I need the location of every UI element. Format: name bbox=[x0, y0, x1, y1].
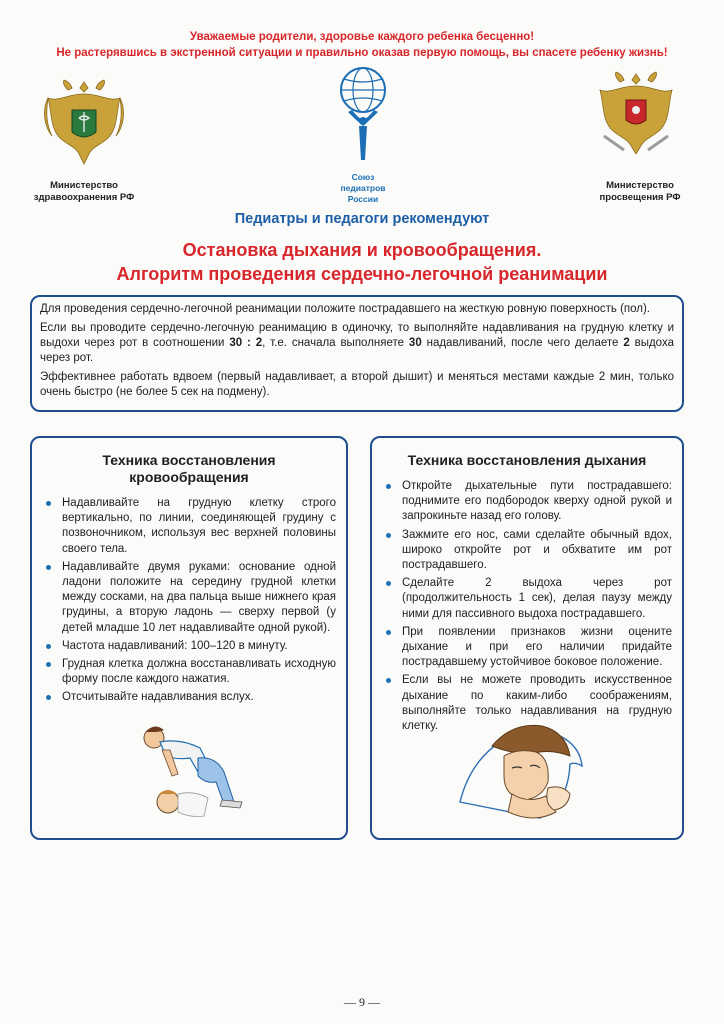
list-item bbox=[42, 560, 336, 636]
intro-compression-count: 30 bbox=[408, 337, 422, 349]
intro-paragraph-3: Эффективнее работать вдвоем (первый надавливает, а второй дышит) и меняться местами каждые 2 мин, только очень быстро (не более 5 сек на подмену). bbox=[40, 371, 674, 398]
circulation-title-line2: кровообращения bbox=[129, 469, 249, 485]
list-item-text: Зажмите его нос, сами сделайте обычный вдох, широко откройте рот и обхватите им рот пострадавшего. bbox=[402, 528, 672, 572]
list-item-text: Отсчитывайте надавливания вслух. bbox=[62, 691, 254, 704]
intro-p2-text-a: Если вы проводите сердечно-легочную реанимацию в одиночку, то выполняйте надавливания на грудную клетку и выдохи через рот в соотношении bbox=[40, 322, 674, 349]
chest-compression-illustration bbox=[132, 724, 282, 820]
intro-box bbox=[30, 295, 684, 412]
recommendation-subtitle: Педиатры и педагоги рекомендуют bbox=[234, 211, 490, 227]
double-headed-eagle-emblem-left bbox=[38, 72, 130, 172]
pediatricians-union-line2: педиатров bbox=[340, 183, 386, 193]
circulation-title-line1: Техника восстановления bbox=[102, 452, 276, 468]
list-item-text: Откройте дыхательные пути пострадавшего: поднимите его подбородок кверху одной рукой и запрокиньте назад его голову. bbox=[402, 480, 672, 523]
pediatricians-union-line1: Союз bbox=[351, 172, 375, 182]
breathing-technique-panel bbox=[370, 436, 684, 840]
circulation-steps-list bbox=[42, 496, 336, 706]
page-number: — 9 — bbox=[344, 995, 380, 1009]
list-item-text: Грудная клетка должна восстанавливать исходную форму после каждого нажатия. bbox=[62, 658, 336, 686]
bullet-icon bbox=[386, 581, 391, 586]
bullet-icon bbox=[46, 644, 51, 649]
page-title-line-1: Остановка дыхания и кровообращения. bbox=[182, 240, 542, 260]
list-item bbox=[42, 657, 336, 687]
ministry-education-label-line1: Министерство bbox=[606, 180, 674, 191]
rescue-breathing-illustration bbox=[452, 716, 602, 828]
list-item bbox=[382, 576, 672, 622]
ministry-health-label bbox=[28, 180, 140, 204]
list-item bbox=[382, 479, 672, 525]
header-line-1: Уважаемые родители, здоровье каждого ребенка бесценно! bbox=[189, 31, 535, 43]
bullet-icon bbox=[46, 662, 51, 667]
bullet-icon bbox=[46, 565, 51, 570]
intro-ratio: 30 : 2 bbox=[229, 337, 263, 349]
pediatricians-union-logo bbox=[328, 64, 398, 174]
ministry-health-label-line2: здравоохранения РФ bbox=[33, 192, 135, 203]
bullet-icon bbox=[386, 533, 391, 538]
pediatricians-union-label bbox=[318, 172, 408, 205]
ministry-education-label-line2: просвещения РФ bbox=[599, 192, 681, 203]
intro-breath-count: 2 bbox=[623, 337, 630, 349]
breathing-steps-list bbox=[382, 479, 672, 734]
intro-p2-text-b: , т.е. сначала выполняете bbox=[262, 337, 409, 349]
intro-p2-text-c: надавливаний, после чего делаете bbox=[421, 337, 624, 349]
list-item-text: Надавливайте на грудную клетку строго вертикально, по линии, соединяющей грудину с позвоночником, используя вес верхней половины своего тела. bbox=[62, 497, 336, 555]
intro-paragraph-2 bbox=[40, 321, 674, 366]
list-item-text: Если вы не можете проводить искусственное дыхание по каким-либо соображениям, выполняйте только надавливания на грудную клетку. bbox=[402, 674, 672, 733]
list-item bbox=[42, 639, 336, 654]
intro-paragraph-1: Для проведения сердечно-легочной реанимации положите пострадавшего на жесткую ровную поверхность (пол). bbox=[40, 303, 650, 315]
bullet-icon bbox=[46, 695, 51, 700]
list-item-text: Надавливайте двумя руками: основание одной ладони положите на середину грудной клетки между сосками, на два пальца выше нижнего края грудины, а вторую ладонь — сверху первой (у детей младше 10 лет надавливайте одной рукой). bbox=[62, 560, 336, 634]
list-item-text: При появлении признаков жизни оцените дыхание и при его наличии придайте пострадавшему устойчивое боковое положение. bbox=[402, 625, 672, 669]
bullet-icon bbox=[386, 630, 391, 635]
bullet-icon bbox=[386, 678, 391, 683]
circulation-panel-title bbox=[42, 452, 336, 486]
pediatricians-union-line3: России bbox=[347, 194, 379, 204]
ministry-education-label bbox=[585, 180, 695, 204]
bullet-icon bbox=[386, 484, 391, 489]
circulation-technique-panel bbox=[30, 436, 348, 840]
breathing-panel-title: Техника восстановления дыхания bbox=[407, 452, 647, 468]
list-item bbox=[42, 690, 336, 705]
list-item bbox=[382, 625, 672, 671]
list-item bbox=[382, 528, 672, 574]
ministry-health-label-line1: Министерство bbox=[50, 180, 118, 191]
list-item-text: Частота надавливаний: 100–120 в минуту. bbox=[62, 639, 288, 652]
bullet-icon bbox=[46, 501, 51, 506]
page-title-line-2: Алгоритм проведения сердечно-легочной реанимации bbox=[116, 264, 608, 284]
double-headed-eagle-emblem-right bbox=[590, 66, 682, 166]
header-line-2: Не растерявшись в экстренной ситуации и правильно оказав первую помощь, вы спасете ребенку жизнь! bbox=[56, 47, 668, 59]
intro-p2-text-d: выдоха через рот. bbox=[40, 337, 674, 364]
list-item bbox=[42, 496, 336, 557]
list-item-text: Сделайте 2 выдоха через рот (продолжительность 1 сек), делая паузу между ними для пассивного выдоха пострадавшего. bbox=[402, 577, 672, 620]
